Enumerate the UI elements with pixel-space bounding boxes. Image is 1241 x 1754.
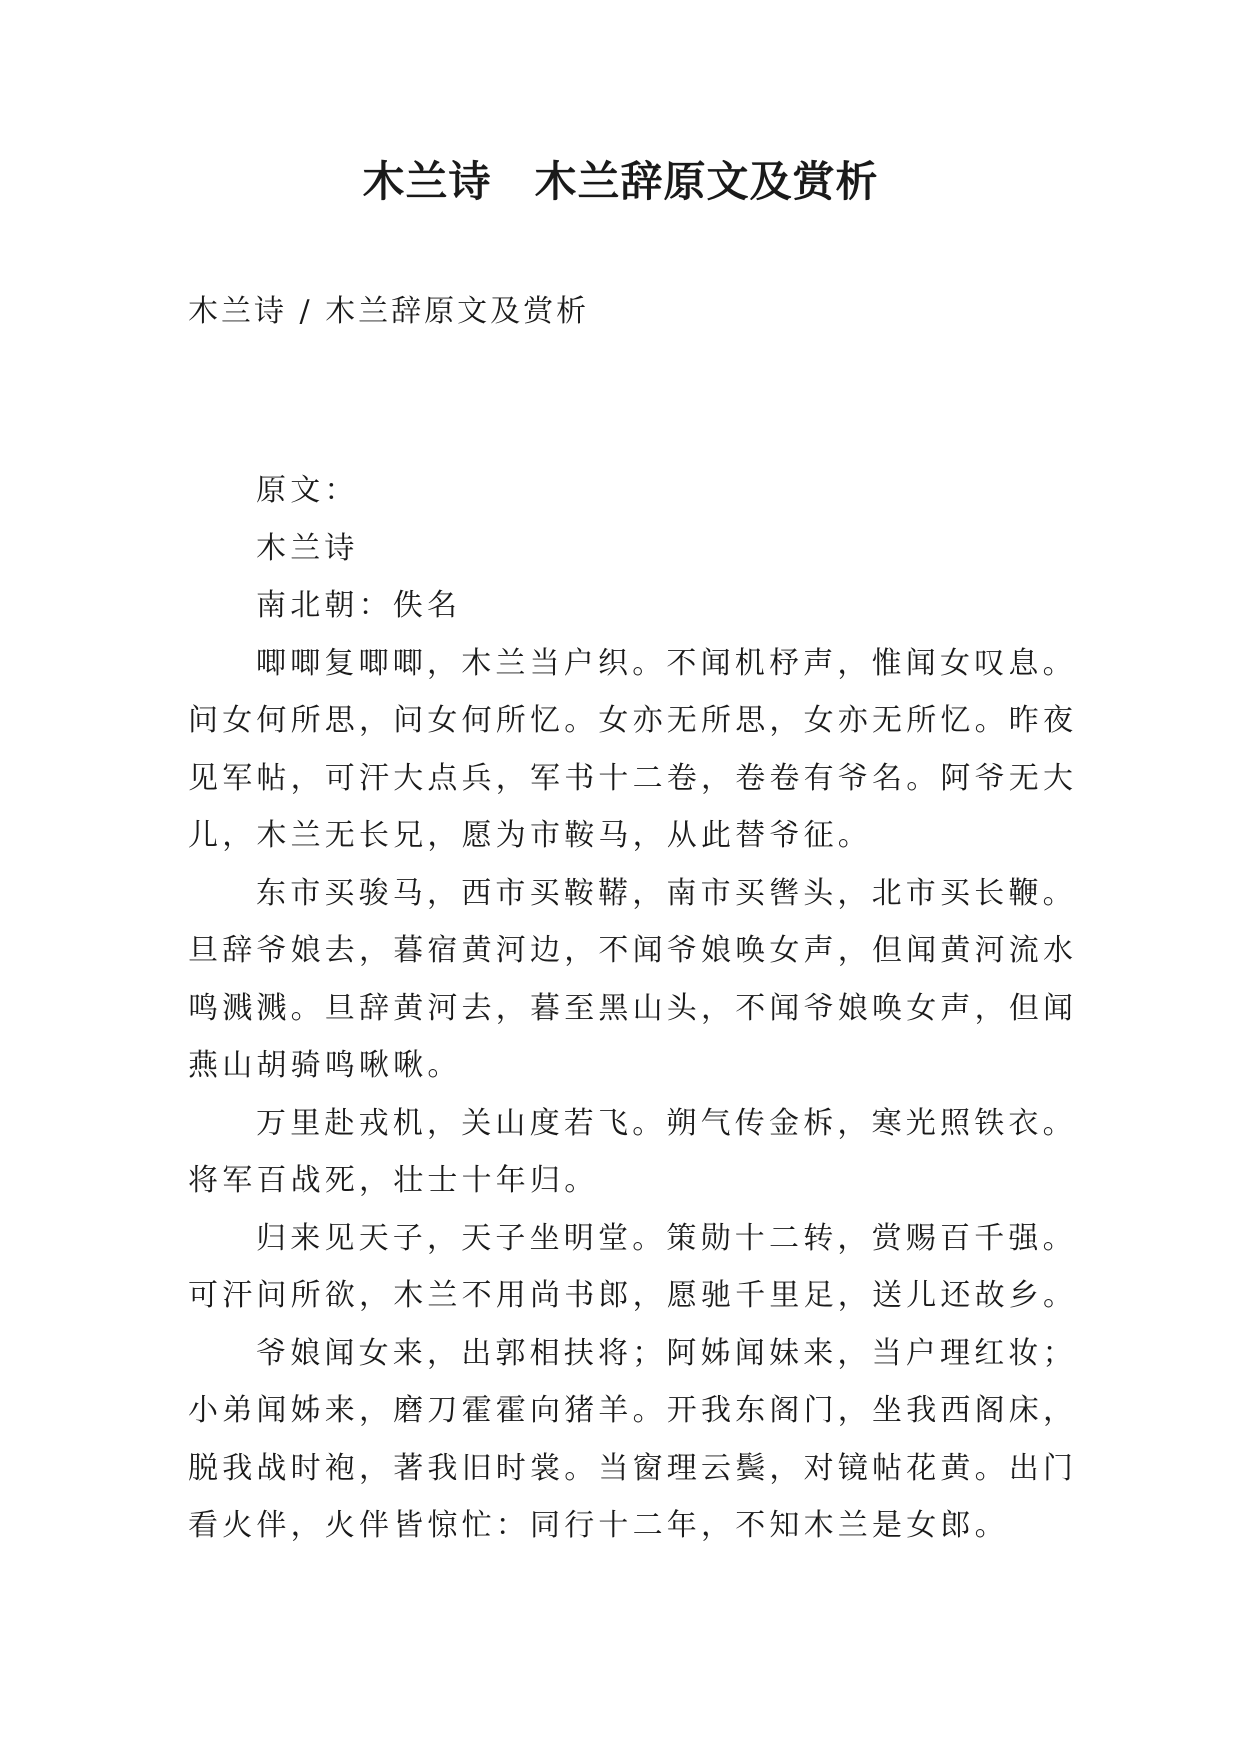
text-line: 见军帖，可汗大点兵，军书十二卷，卷卷有爷名。阿爷无大: [188, 760, 1078, 796]
section-heading: 原文：: [256, 473, 359, 508]
document-body: [188, 462, 1078, 1555]
poem-title: 木兰诗: [256, 530, 359, 566]
text-line: 看火伴，火伴皆惊忙：同行十二年，不知木兰是女郎。: [188, 1508, 1009, 1543]
text-line: 可汗问所欲，木兰不用尚书郎，愿驰千里足，送儿还故乡。: [188, 1278, 1078, 1313]
text-line: 唧唧复唧唧，木兰当户织。不闻机杼声，惟闻女叹息。: [256, 645, 1077, 681]
breadcrumb: 木兰诗 / 木兰辞原文及赏析: [188, 294, 590, 329]
text-line: 东市买骏马，西市买鞍鞯，南市买辔头，北市买长鞭。: [256, 875, 1077, 911]
text-line: 爷娘闻女来，出郭相扶将；阿姊闻妹来，当户理红妆；: [256, 1335, 1077, 1371]
poem-author: 南北朝：佚名: [256, 588, 462, 623]
text-line: 旦辞爷娘去，暮宿黄河边，不闻爷娘唤女声，但闻黄河流水: [188, 933, 1078, 968]
text-line: 问女何所思，问女何所忆。女亦无所思，女亦无所忆。昨夜: [188, 703, 1078, 738]
text-line: 燕山胡骑鸣啾啾。: [188, 1048, 462, 1083]
text-line: 小弟闻姊来，磨刀霍霍向猪羊。开我东阁门，坐我西阁床，: [188, 1393, 1078, 1428]
text-line: 万里赴戎机，关山度若飞。朔气传金柝，寒光照铁衣。: [256, 1105, 1077, 1141]
text-line: 归来见天子，天子坐明堂。策勋十二转，赏赐百千强。: [256, 1220, 1077, 1256]
text-line: 鸣溅溅。旦辞黄河去，暮至黑山头，不闻爷娘唤女声，但闻: [188, 990, 1078, 1026]
text-line: 儿，木兰无长兄，愿为市鞍马，从此替爷征。: [188, 818, 872, 853]
document-title: 木兰诗 木兰辞原文及赏析: [362, 157, 879, 206]
text-line: 脱我战时袍，著我旧时裳。当窗理云鬓，对镜帖花黄。出门: [188, 1450, 1078, 1486]
text-line: 将军百战死，壮士十年归。: [188, 1163, 599, 1198]
